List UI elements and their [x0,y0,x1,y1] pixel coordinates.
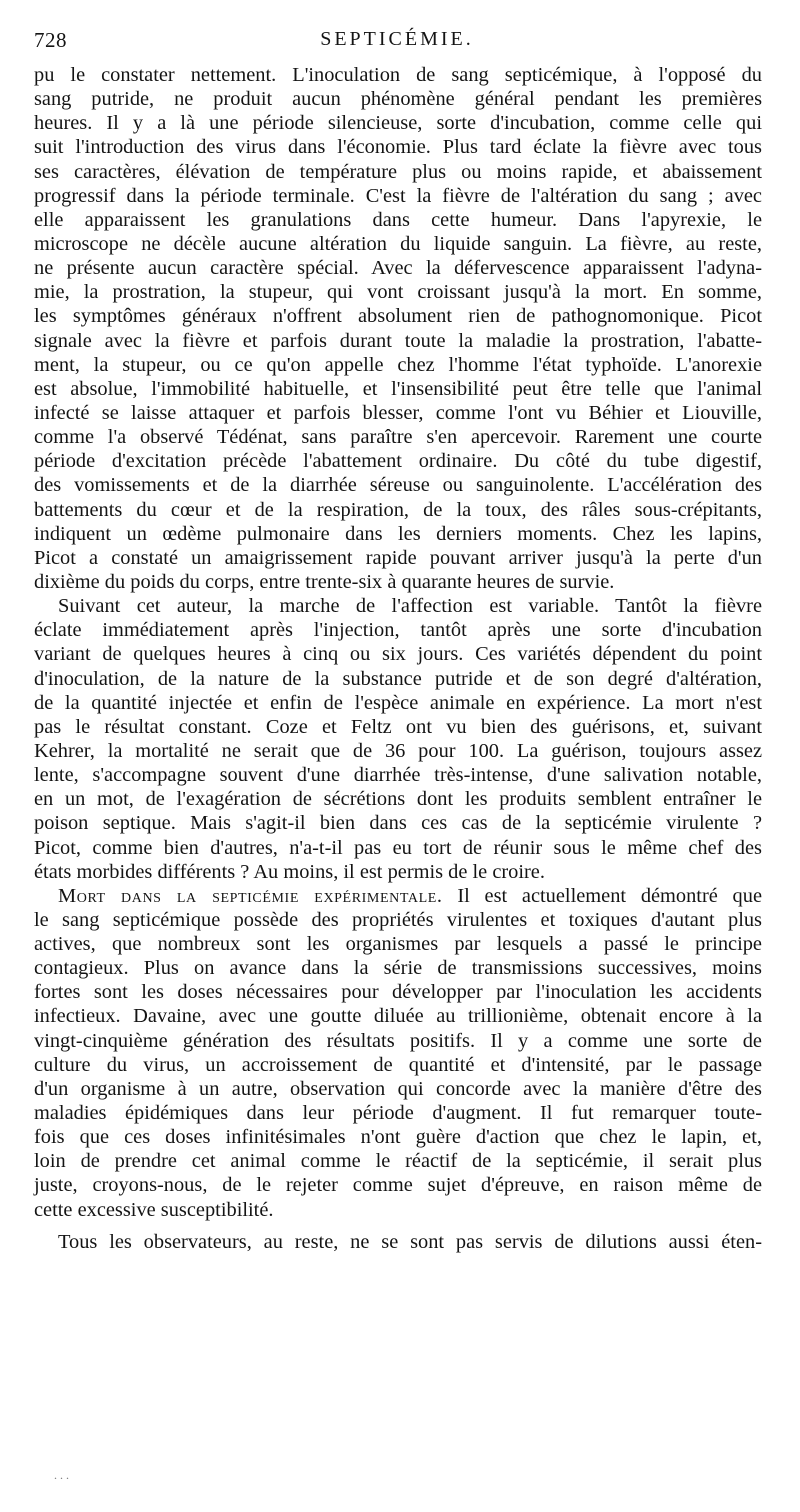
text-line: poison septique. Mais s'agit-il bien dans ces cas de la septicémie virulente ? [34,812,762,835]
paragraph-4 [34,1230,762,1254]
paragraph-2 [34,594,762,884]
text-line: Kehrer, la mortalité ne serait que de 36 pour 100. La guérison, toujours assez [34,739,762,762]
text-line: battements du cœur et de la respiration, de la toux, des râles sous-crépitants, [34,498,762,521]
text-line: juste, croyons-nous, de le rejeter comme sujet d'épreuve, en raison même de [34,1174,762,1197]
text-line: mie, la prostration, la stupeur, qui vont croissant jusqu'à la mort. En somme, [34,281,762,304]
text-line: cette excessive susceptibilité. [34,1198,274,1221]
paragraph-3 [34,884,762,1222]
text-line: période d'excitation précède l'abattement ordinaire. Du côté du tube digestif, [34,450,762,473]
text-line: fois que ces doses infinitésimales n'ont guère d'action que chez le lapin, et, [34,1126,762,1149]
text-line: Picot, comme bien d'autres, n'a-t-il pas eu tort de réunir sous le même chef des [34,836,762,859]
text-line: en un mot, de l'exagération de sécrétions dont les produits semblent entraîner le [34,788,762,811]
running-head: SEPTICÉMIE. [320,28,474,50]
text-line: infecté se laisse attaquer et parfois blesser, comme l'ont vu Béhier et Liouville, [34,401,762,424]
text-line: Tous les observateurs, au reste, ne se sont pas servis de dilutions aussi éten- [58,1230,762,1253]
body-text [34,63,762,1254]
text-line: microscope ne décèle aucune altération du liquide sanguin. La fièvre, au reste, [34,232,762,255]
text-line: contagieux. Plus on avance dans la série de transmissions successives, moins [34,957,762,980]
text-line: progressif dans la période terminale. C'est la fièvre de l'altération du sang ; avec [34,184,762,207]
text-line: indiquent un œdème pulmonaire dans les derniers moments. Chez les lapins, [34,522,762,545]
text-line: heures. Il y a là une période silencieuse, sorte d'incubation, comme celle qui [34,112,762,135]
text-line: pas le résultat constant. Coze et Feltz ont vu bien des guérisons, et, suivant [34,715,762,738]
text-line: des vomissements et de la diarrhée séreuse ou sanguinolente. L'accélération des [34,474,762,497]
footer-mark: ... [54,1468,72,1482]
section-heading-line [34,884,762,908]
text-line: les symptômes généraux n'offrent absolument rien de pathognomonique. Picot [34,305,762,328]
text-line: actives, que nombreux sont les organismes par lesquels a passé le principe [34,933,762,956]
text-line: fortes sont les doses nécessaires pour développer par l'inoculation les accidents [34,981,762,1004]
text-line: sang putride, ne produit aucun phénomène général pendant les premières [34,88,762,111]
text-line: pu le constater nettement. L'inoculation de sang septicémique, à l'opposé du [34,64,762,86]
text-line: infectieux. Davaine, avec une goutte diluée au trillionième, obtenait encore à la [34,1005,762,1028]
text-line: états morbides différents ? Au moins, il est permis de le croire. [34,860,545,883]
text-line: ne présente aucun caractère spécial. Avec la défervescence apparaissent l'adyna- [34,257,762,280]
text-line: Picot a constaté un amaigrissement rapide pouvant arriver jusqu'à la perte d'un [34,546,762,569]
text-line: dixième du poids du corps, entre trente-six à quarante heures de survie. [34,570,615,593]
text-line: elle apparaissent les granulations dans cette humeur. Dans l'apyrexie, le [34,208,762,231]
text-line: d'inoculation, de la nature de la substance putride et de son degré d'altération, [34,667,762,690]
paragraph-1 [34,63,762,594]
text-line: ment, la stupeur, ou ce qu'on appelle chez l'homme l'état typhoïde. L'anorexie [34,353,762,376]
text-line: comme l'a observé Tédénat, sans paraître s'en apercevoir. Rarement une courte [34,426,762,449]
section-heading: Mort dans la septicémie expérimentale. [58,884,443,907]
text-line: ses caractères, élévation de température plus ou moins rapide, et abaissement [34,160,762,183]
text-line: signale avec la fièvre et parfois durant toute la maladie la prostration, l'abatte- [34,329,762,352]
text-line: est absolue, l'immobilité habituelle, et l'insensibilité peut être telle que l'animal [34,377,762,400]
text-line: vingt-cinquième génération des résultats positifs. Il y a comme une sorte de [34,1029,762,1052]
page-header [34,28,760,58]
text-line: d'un organisme à un autre, observation qui concorde avec la manière d'être des [34,1077,762,1100]
heading-line-rest: Il est actuellement démontré que [457,884,762,907]
text-line: éclate immédiatement après l'injection, tantôt après une sorte d'incubation [34,619,762,642]
text-line: lente, s'accompagne souvent d'une diarrhée très-intense, d'une salivation notable, [34,764,762,787]
text-line: culture du virus, un accroissement de quantité et d'intensité, par le passage [34,1053,762,1076]
text-line: de la quantité injectée et enfin de l'espèce animale en expérience. La mort n'est [34,691,762,714]
text-line: maladies épidémiques dans leur période d'augment. Il fut remarquer toute- [34,1102,762,1125]
text-line: le sang septicémique possède des propriétés virulentes et toxiques d'autant plus [34,908,762,931]
text-line: suit l'introduction des virus dans l'économie. Plus tard éclate la fièvre avec tous [34,136,762,159]
text-line: Suivant cet auteur, la marche de l'affection est variable. Tantôt la fièvre [58,595,762,618]
text-line: variant de quelques heures à cinq ou six jours. Ces variétés dépendent du point [34,643,762,666]
text-line: loin de prendre cet animal comme le réactif de la septicémie, il serait plus [34,1150,762,1173]
page-number: 728 [34,28,67,52]
